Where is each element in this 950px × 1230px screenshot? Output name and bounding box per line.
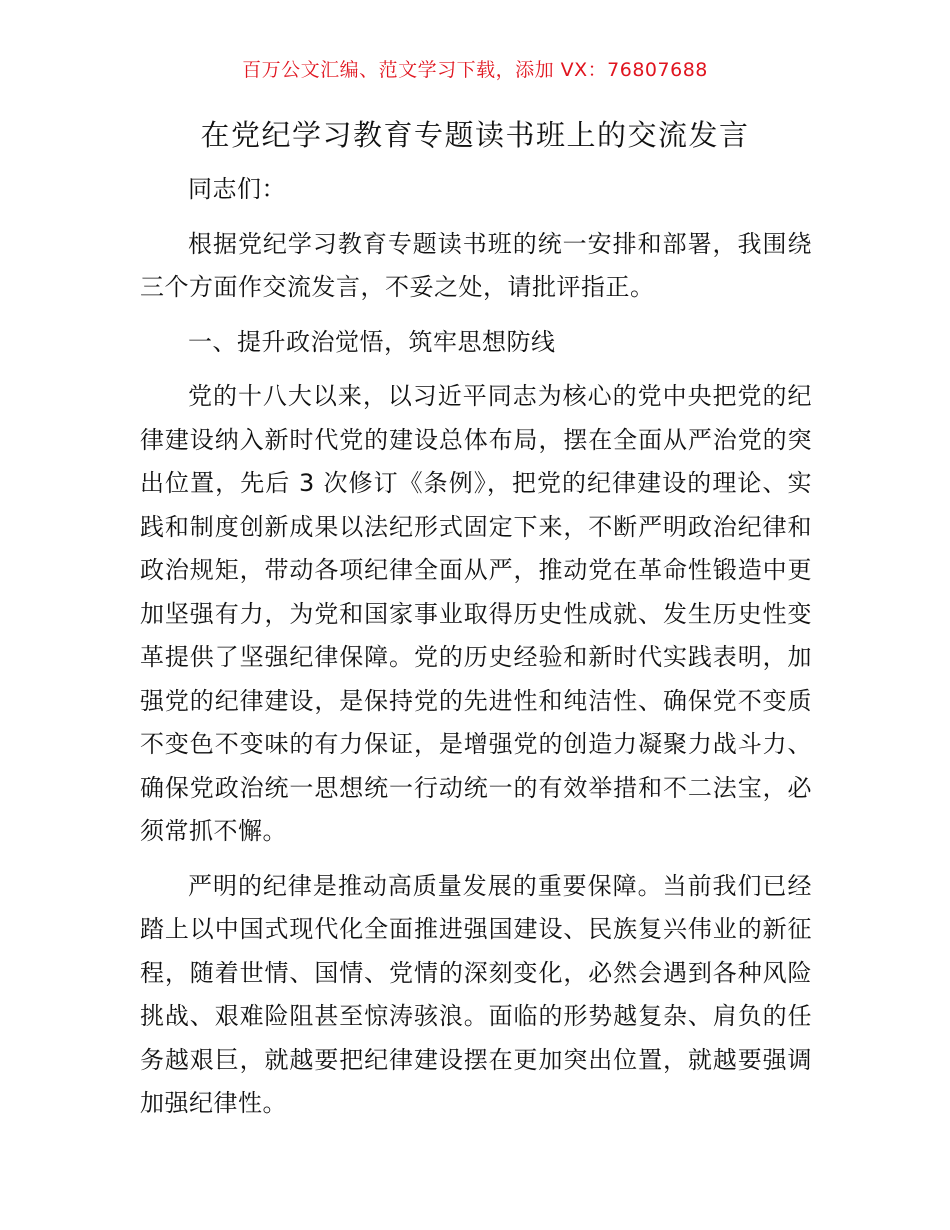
document-body [140,168,812,1126]
paragraph-body-1: 党的十八大以来，以习近平同志为核心的党中央把党的纪律建设纳入新时代党的建设总体布局，摆在全面从严治党的突出位置，先后 3 次修订《条例》，把党的纪律建设的理论、实践和制度创新成果以法纪形式固定下来，不断严明政治纪律和政治规矩，带动各项纪律全面从严，推动党在革命性锻造中更加坚强有力，为党和国家事业取得历史性成就、发生历史性变革提供了坚强纪律保障。党的历史经验和新时代实践表明，加强党的纪律建设，是保持党的先进性和纯洁性、确保党不变质不变色不变味的有力保证，是增强党的创造力凝聚力战斗力、确保党政治统一思想统一行动统一的有效举措和不二法宝，必须常抓不懈。 [140,382,812,845]
section-heading-1: 一、提升政治觉悟，筑牢思想防线 [188,327,556,356]
paragraph-body-2: 严明的纪律是推动高质量发展的重要保障。当前我们已经踏上以中国式现代化全面推进强国建设、民族复兴伟业的新征程，随着世情、国情、党情的深刻变化，必然会遇到各种风险挑战、艰难险阻甚至惊涛骇浪。面临的形势越复杂、肩负的任务越艰巨，就越要把纪律建设摆在更加突出位置，就越要强调加强纪律性。 [140,871,812,1117]
header-watermark-note: 百万公文汇编、范文学习下载，添加 VX：76807688 [242,59,708,81]
document-title: 在党纪学习教育专题读书班上的交流发言 [200,118,750,152]
salutation: 同志们： [188,175,286,203]
paragraph-intro: 根据党纪学习教育专题读书班的统一安排和部署，我围绕三个方面作交流发言，不妥之处，请批评指正。 [140,229,812,301]
